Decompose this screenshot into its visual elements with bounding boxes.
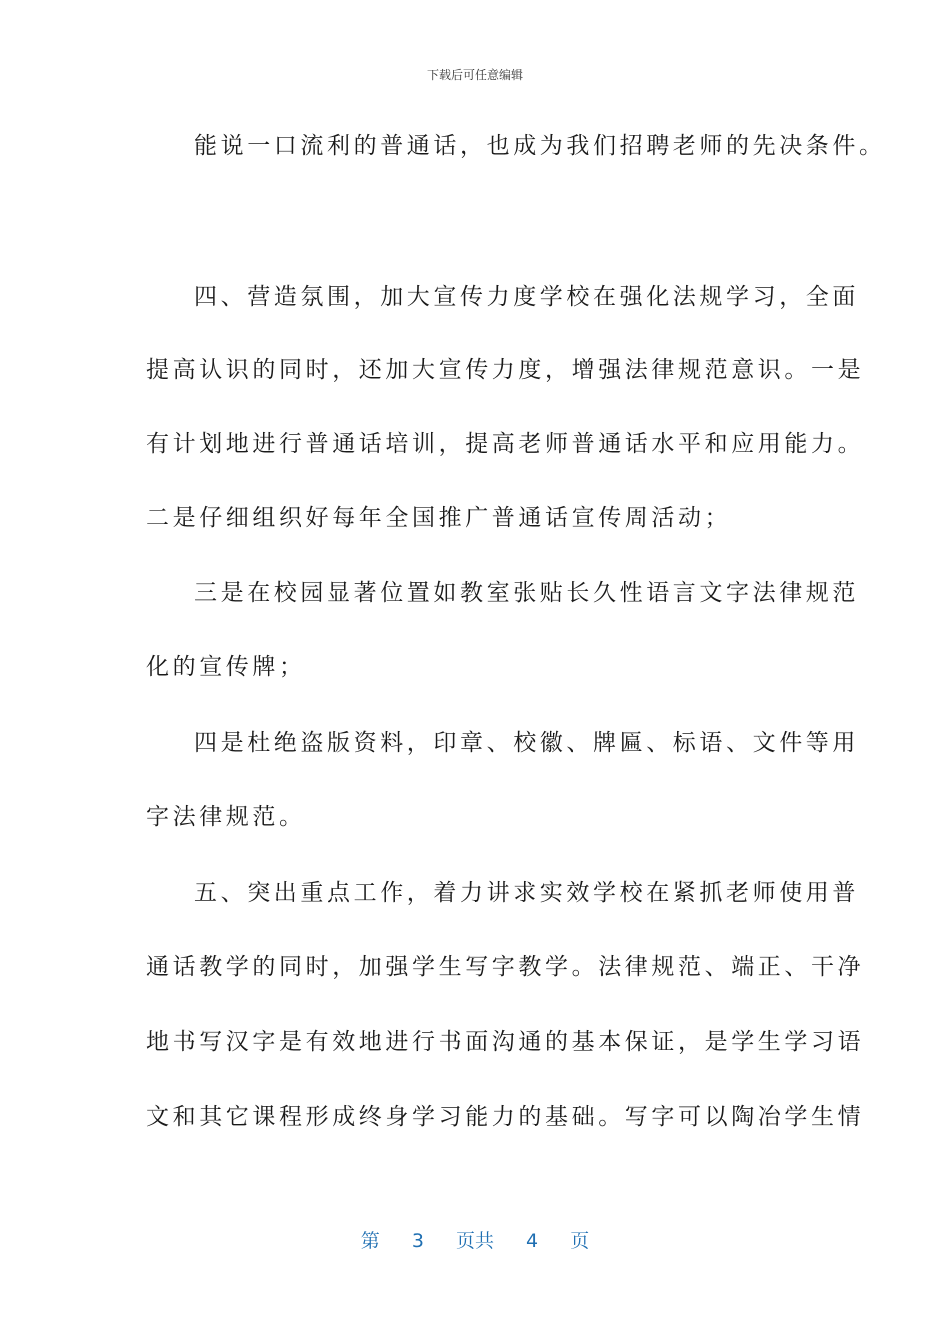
text-line: 地书写汉字是有效地进行书面沟通的基本保证，是学生学习语 (146, 1029, 865, 1055)
total-page-count: 4 (526, 1230, 539, 1252)
text-line: 文和其它课程形成终身学习能力的基础。写字可以陶冶学生情 (146, 1104, 865, 1130)
footer-prefix: 第 (360, 1230, 380, 1252)
text-line: 能说一口流利的普通话，也成为我们招聘老师的先决条件。 (194, 133, 886, 159)
text-line: 四是杜绝盗版资料，印章、校徽、牌匾、标语、文件等用 (194, 730, 859, 756)
current-page-number: 3 (411, 1230, 424, 1252)
text-line: 字法律规范。 (146, 804, 306, 830)
footer-middle: 页共 (455, 1230, 494, 1252)
header-note: 下载后可任意编辑 (426, 68, 523, 82)
text-line: 化的宣传牌； (146, 654, 306, 680)
page-footer (0, 1226, 950, 1253)
text-line: 三是在校园显著位置如教室张贴长久性语言文字法律规范 (194, 580, 859, 606)
text-line: 有计划地进行普通话培训，提高老师普通话水平和应用能力。 (146, 431, 865, 457)
text-line: 通话教学的同时，加强学生写字教学。法律规范、端正、干净 (146, 954, 865, 980)
text-line: 五、突出重点工作，着力讲求实效学校在紧抓老师使用普 (194, 880, 859, 906)
text-line: 提高认识的同时，还加大宣传力度，增强法律规范意识。一是 (146, 357, 865, 383)
footer-suffix: 页 (570, 1230, 590, 1252)
text-line: 四、营造氛围，加大宣传力度学校在强化法规学习，全面 (194, 284, 859, 310)
text-line: 二是仔细组织好每年全国推广普通话宣传周活动； (146, 505, 732, 531)
